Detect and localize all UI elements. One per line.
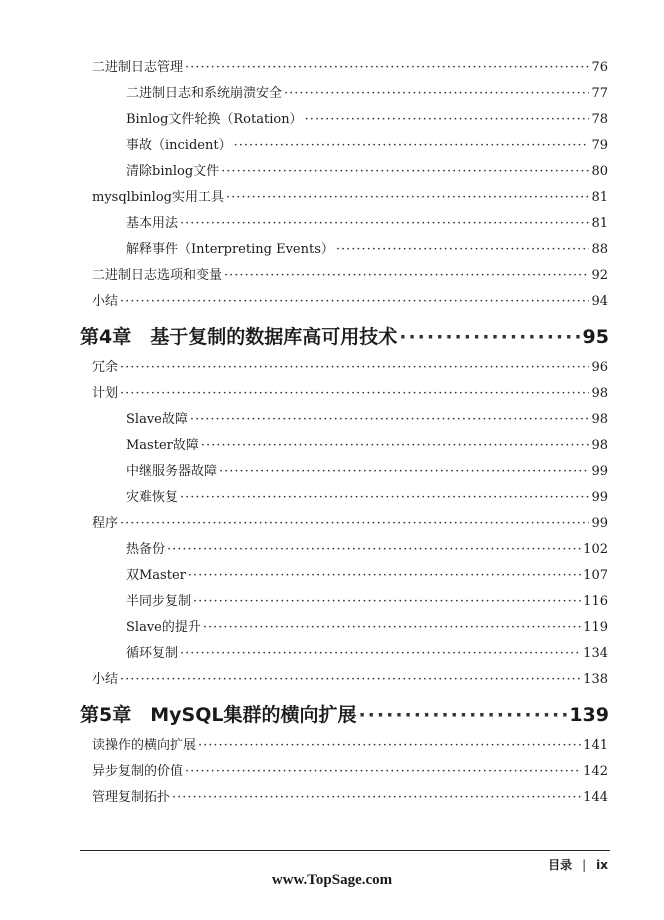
footer-separator: | [582, 857, 587, 872]
toc-entry-page: 94 [591, 294, 608, 309]
toc-entry-page: 78 [591, 112, 608, 127]
toc-entry-title: 小结 [92, 672, 119, 687]
toc-entry-page: 144 [583, 790, 608, 805]
leader-dots [120, 294, 589, 309]
toc-chapter-heading[interactable] [80, 322, 609, 350]
toc-entry[interactable] [126, 434, 608, 454]
toc-entry[interactable] [126, 564, 608, 584]
toc-entry-page: 141 [583, 738, 608, 753]
toc-entry-title: 中继服务器故障 [126, 464, 218, 479]
leader-dots [234, 138, 590, 153]
leader-dots [167, 542, 581, 557]
toc-entry[interactable] [126, 460, 608, 480]
toc-entry-title: 异步复制的价值 [92, 764, 184, 779]
leader-dots [188, 568, 581, 583]
toc-entry[interactable] [126, 486, 608, 506]
toc-entry-page: 99 [591, 464, 608, 479]
toc-entry[interactable] [126, 538, 608, 558]
toc-entry-page: 98 [591, 438, 608, 453]
toc-entry-page: 99 [591, 490, 608, 505]
toc-entry[interactable] [92, 668, 608, 688]
toc-entry-title: Slave的提升 [126, 620, 201, 635]
toc-entry-title: 双Master [126, 568, 186, 583]
toc-entry-title: 程序 [92, 516, 119, 531]
chapter-title: 第5章 MySQL集群的横向扩展 [80, 704, 357, 726]
toc-entry-page: 77 [591, 86, 608, 101]
toc-entry-title: Master故障 [126, 438, 199, 453]
toc-entry-page: 96 [591, 360, 608, 375]
toc-entry[interactable] [126, 642, 608, 662]
leader-dots [224, 268, 589, 283]
leader-dots [180, 646, 581, 661]
footer-page-number: ix [596, 857, 608, 872]
leader-dots [185, 764, 581, 779]
toc-entry-title: 管理复制拓扑 [92, 790, 171, 805]
leader-dots [180, 490, 589, 505]
toc-entry-page: 99 [591, 516, 608, 531]
leader-dots [336, 242, 590, 257]
toc-entry-page: 81 [591, 190, 608, 205]
chapter-title: 第4章 基于复制的数据库高可用技术 [80, 326, 398, 348]
toc-entry-title: Binlog文件轮换（Rotation） [126, 112, 303, 127]
leader-dots [221, 164, 589, 179]
toc-entry-page: 98 [591, 412, 608, 427]
leader-dots [120, 672, 581, 687]
toc-entry[interactable] [92, 56, 608, 76]
toc-entry[interactable] [92, 786, 608, 806]
toc-entry[interactable] [126, 590, 608, 610]
leader-dots [185, 60, 589, 75]
toc-entry-page: 134 [583, 646, 608, 661]
leader-dots [358, 704, 567, 726]
toc-entry[interactable] [92, 760, 608, 780]
toc-entry-page: 88 [591, 242, 608, 257]
toc-entry[interactable] [92, 356, 608, 376]
toc-entry-title: 冗余 [92, 360, 119, 375]
leader-dots [120, 516, 589, 531]
toc-entry-title: 半同步复制 [126, 594, 192, 609]
toc-entry-page: 142 [583, 764, 608, 779]
toc-entry-title: 读操作的横向扩展 [92, 738, 197, 753]
toc-entry[interactable] [92, 186, 608, 206]
toc-entry-title: Slave故障 [126, 412, 188, 427]
toc-entry[interactable] [92, 264, 608, 284]
leader-dots [305, 112, 590, 127]
toc-entry-page: 98 [591, 386, 608, 401]
toc-entry-title: 清除binlog文件 [126, 164, 220, 179]
toc-entry[interactable] [92, 382, 608, 402]
toc-entry-title: mysqlbinlog实用工具 [92, 190, 224, 205]
leader-dots [120, 386, 589, 401]
toc-entry-title: 事故（incident） [126, 138, 232, 153]
page-footer [548, 856, 608, 873]
toc-entry-page: 80 [591, 164, 608, 179]
toc-entry[interactable] [126, 134, 608, 154]
toc-entry-title: 循环复制 [126, 646, 179, 661]
toc-entry-page: 79 [591, 138, 608, 153]
toc-entry[interactable] [126, 212, 608, 232]
toc-entry-page: 138 [583, 672, 608, 687]
chapter-page: 95 [582, 326, 609, 348]
chapter-page: 139 [569, 704, 609, 726]
toc-entry-title: 解释事件（Interpreting Events） [126, 242, 334, 257]
toc-entry-title: 二进制日志管理 [92, 60, 184, 75]
footer-rule [80, 850, 610, 851]
leader-dots [190, 412, 590, 427]
toc-entry-title: 基本用法 [126, 216, 179, 231]
toc-entry[interactable] [126, 82, 608, 102]
toc-entry[interactable] [126, 616, 608, 636]
toc-entry-page: 116 [583, 594, 608, 609]
toc-entry-title: 灾难恢复 [126, 490, 179, 505]
toc-entry-title: 二进制日志和系统崩溃安全 [126, 86, 283, 101]
toc-entry-page: 81 [591, 216, 608, 231]
leader-dots [284, 86, 589, 101]
toc-entry[interactable] [92, 290, 608, 310]
toc-entry[interactable] [126, 408, 608, 428]
toc-entry-title: 二进制日志选项和变量 [92, 268, 223, 283]
leader-dots [172, 790, 581, 805]
leader-dots [399, 326, 580, 348]
toc-entry-title: 小结 [92, 294, 119, 309]
footer-section-label: 目录 [548, 858, 573, 872]
leader-dots [201, 438, 590, 453]
leader-dots [226, 190, 589, 205]
toc-entry-title: 热备份 [126, 542, 166, 557]
toc-entry-page: 119 [583, 620, 608, 635]
leader-dots [180, 216, 589, 231]
website-watermark[interactable]: www.TopSage.com [271, 872, 393, 888]
leader-dots [193, 594, 581, 609]
leader-dots [198, 738, 581, 753]
toc-entry-page: 76 [591, 60, 608, 75]
toc-entry[interactable] [92, 512, 608, 532]
toc-chapter-heading[interactable] [80, 700, 609, 728]
toc-entry[interactable] [126, 108, 608, 128]
leader-dots [219, 464, 589, 479]
leader-dots [203, 620, 581, 635]
toc-entry[interactable] [92, 734, 608, 754]
leader-dots [120, 360, 589, 375]
toc-entry-page: 107 [583, 568, 608, 583]
toc-entry-page: 102 [583, 542, 608, 557]
toc-entry-page: 92 [591, 268, 608, 283]
toc-entry-title: 计划 [92, 386, 119, 401]
toc-entry[interactable] [126, 238, 608, 258]
toc-entry[interactable] [126, 160, 608, 180]
